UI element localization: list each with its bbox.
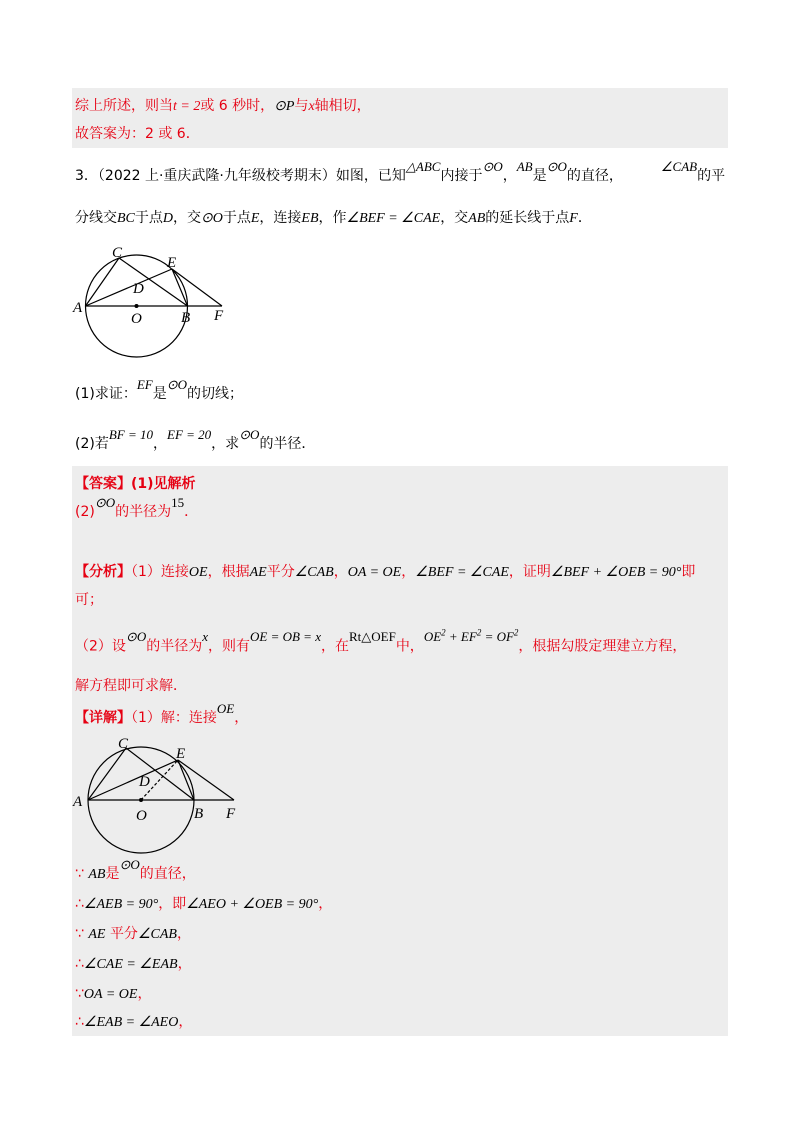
math: AB: [516, 159, 533, 174]
therefore-symbol: ∴: [75, 956, 84, 972]
text: 或 6 秒时，: [200, 98, 275, 114]
label-c: C: [118, 736, 129, 752]
label-o: O: [131, 311, 142, 327]
text: ，在: [320, 638, 349, 655]
text: 的直径，: [566, 168, 623, 184]
label-d: D: [139, 774, 150, 790]
math: t = 2: [173, 99, 201, 114]
text: 的半径为: [146, 638, 203, 655]
math: OA = OE: [347, 565, 402, 580]
math: F: [569, 211, 578, 226]
text: 平分: [109, 926, 138, 942]
math: ⊙O: [482, 159, 503, 174]
proof-step-2: [75, 894, 332, 915]
math: BC: [117, 211, 135, 226]
analysis-line-2: [75, 628, 687, 656]
math: BF = 10: [108, 427, 153, 442]
math: ⊙O: [119, 857, 140, 872]
text: ，: [401, 564, 416, 580]
math: OE: [188, 565, 208, 580]
math: OA = OE: [83, 987, 138, 1002]
math: ∠BEF = ∠CAE: [346, 211, 441, 226]
because-symbol: ∵: [75, 926, 84, 942]
math: △ABC: [405, 159, 441, 174]
math: ∠EAB = ∠AEO: [83, 1015, 179, 1030]
text: ，根据勾股定理建立方程，: [518, 638, 687, 655]
therefore-symbol: ∴: [75, 896, 84, 912]
center-dot: [135, 304, 139, 308]
prev-line-1: [75, 96, 371, 117]
math: AE: [88, 927, 106, 942]
question-2: [75, 427, 316, 454]
analysis-line-1b: 可；: [75, 592, 103, 608]
text: ，: [176, 926, 191, 942]
detail-tag: 【详解】: [75, 710, 131, 726]
math: ⊙O: [125, 629, 147, 645]
superscript: 2: [476, 628, 482, 638]
question-1: [75, 377, 244, 404]
math: D: [162, 211, 174, 226]
math: EF: [136, 377, 153, 392]
segment-ae: [88, 760, 178, 800]
text: 的直径，: [139, 866, 196, 882]
because-symbol: ∵: [75, 986, 84, 1002]
label-e: E: [176, 746, 186, 762]
math: ⊙O: [201, 211, 223, 226]
label-b: B: [194, 806, 204, 822]
answer-tag: 【答案】: [75, 476, 131, 492]
math: AB: [468, 211, 486, 226]
math: ⊙P: [274, 99, 295, 114]
text: (2): [75, 504, 95, 520]
math: AE: [249, 565, 267, 580]
math: ⊙O: [166, 377, 188, 392]
label-b: B: [181, 310, 191, 326]
proof-step-1: [75, 857, 196, 885]
text: ，: [153, 436, 167, 452]
text: 即: [681, 564, 696, 580]
text: 的半径为: [115, 504, 172, 520]
math: AB: [88, 867, 106, 882]
problem-line-1: [75, 159, 726, 186]
text: ，求: [211, 436, 240, 452]
text: ，: [177, 956, 192, 972]
proof-step-6: [75, 1012, 192, 1033]
proof-step-5: [75, 984, 151, 1005]
text: 是: [105, 866, 120, 882]
math: ∠BEF + ∠OEB = 90°: [550, 565, 682, 580]
because-symbol: ∵: [75, 866, 84, 882]
text: ，连接: [259, 210, 302, 226]
therefore-symbol: ∴: [75, 1014, 84, 1030]
text: ，证明: [508, 564, 551, 580]
analysis-line-1: [75, 562, 695, 583]
text: ，交: [440, 210, 469, 226]
text: ．: [184, 504, 199, 520]
math: ∠CAB: [137, 927, 177, 942]
math: + EF: [445, 629, 477, 645]
text: ，即: [158, 896, 187, 912]
math: OE = OB = x: [249, 629, 321, 645]
math: x: [202, 629, 208, 645]
text: ，则有: [207, 638, 250, 655]
math: EF = 20: [167, 427, 212, 442]
center-dot: [139, 798, 143, 802]
text: 中，: [395, 638, 424, 655]
math: ∠AEB = 90°: [83, 897, 159, 912]
text: 平分: [266, 564, 295, 580]
math: ∠CAE = ∠EAB: [83, 957, 178, 972]
geometry-figure-1: [66, 240, 246, 370]
proof-step-3: [75, 924, 191, 945]
text: ，: [333, 564, 348, 580]
math: EB: [301, 211, 319, 226]
text: ，: [178, 1014, 193, 1030]
math: ∠CAB: [660, 159, 698, 174]
superscript: 2: [513, 628, 519, 638]
math: ⊙O: [546, 159, 567, 174]
math: OE: [216, 701, 235, 716]
answer-line-2: [75, 495, 199, 522]
text: 分线交: [75, 210, 117, 226]
detail-line-1: [75, 701, 249, 728]
text: ，: [502, 168, 517, 184]
text: ．: [577, 210, 592, 226]
label-d: D: [133, 281, 144, 297]
math: ⊙O: [94, 495, 116, 510]
geometry-figure-2: [66, 728, 256, 858]
text: ，: [234, 710, 249, 726]
prev-line-2: 故答案为：2 或 6．: [75, 126, 200, 142]
math: ∠AEO + ∠OEB = 90°: [186, 897, 319, 912]
text: 是: [152, 386, 167, 402]
math: x: [308, 99, 315, 114]
proof-step-4: [75, 954, 192, 975]
text: （1）解：连接: [131, 710, 217, 726]
text: 轴相切，: [314, 98, 371, 114]
text: （1）连接: [131, 564, 189, 580]
text: (2)若: [75, 436, 109, 452]
text: 内接于: [440, 168, 483, 184]
label-a: A: [73, 300, 83, 316]
label-e: E: [167, 255, 177, 271]
text: 的切线；: [187, 386, 244, 402]
label-f: F: [214, 308, 224, 324]
label-f: F: [226, 806, 236, 822]
text: （2）设: [75, 638, 126, 655]
text: (1)求证：: [75, 386, 137, 402]
text: ，根据: [207, 564, 250, 580]
math: ∠BEF = ∠CAE: [415, 565, 509, 580]
math: 15: [171, 495, 185, 510]
text: 于点: [134, 210, 163, 226]
math: Rt△OEF: [348, 629, 396, 645]
math: ∠CAB: [294, 565, 334, 580]
label-a: A: [73, 794, 83, 810]
math: OE: [423, 629, 442, 645]
text: (1)见解析: [131, 476, 196, 492]
superscript: 2: [441, 628, 446, 638]
text: 的半径．: [259, 436, 316, 452]
answer-line-1: [75, 474, 196, 494]
text: ，交: [173, 210, 202, 226]
text: 于点: [222, 210, 251, 226]
analysis-line-3: 解方程即可求解．: [75, 678, 187, 694]
text: 是: [532, 168, 547, 184]
problem-line-2: [75, 208, 592, 229]
text: 综上所述，则当: [75, 98, 173, 114]
text: ，: [318, 896, 333, 912]
math: = OF: [481, 629, 514, 645]
label-c: C: [112, 245, 123, 261]
math: E: [250, 211, 260, 226]
label-o: O: [136, 808, 147, 824]
text: ，作: [318, 210, 347, 226]
math-pythagoras: [424, 629, 519, 644]
text: 与: [294, 98, 309, 114]
analysis-tag: 【分析】: [75, 564, 131, 580]
math: ⊙O: [239, 427, 260, 442]
text: 的延长线于点: [485, 210, 570, 226]
text: ，: [137, 986, 152, 1002]
text: 的平: [697, 168, 726, 184]
text: 3．（2022 上·重庆武隆·九年级校考期末）如图，已知: [75, 168, 406, 184]
